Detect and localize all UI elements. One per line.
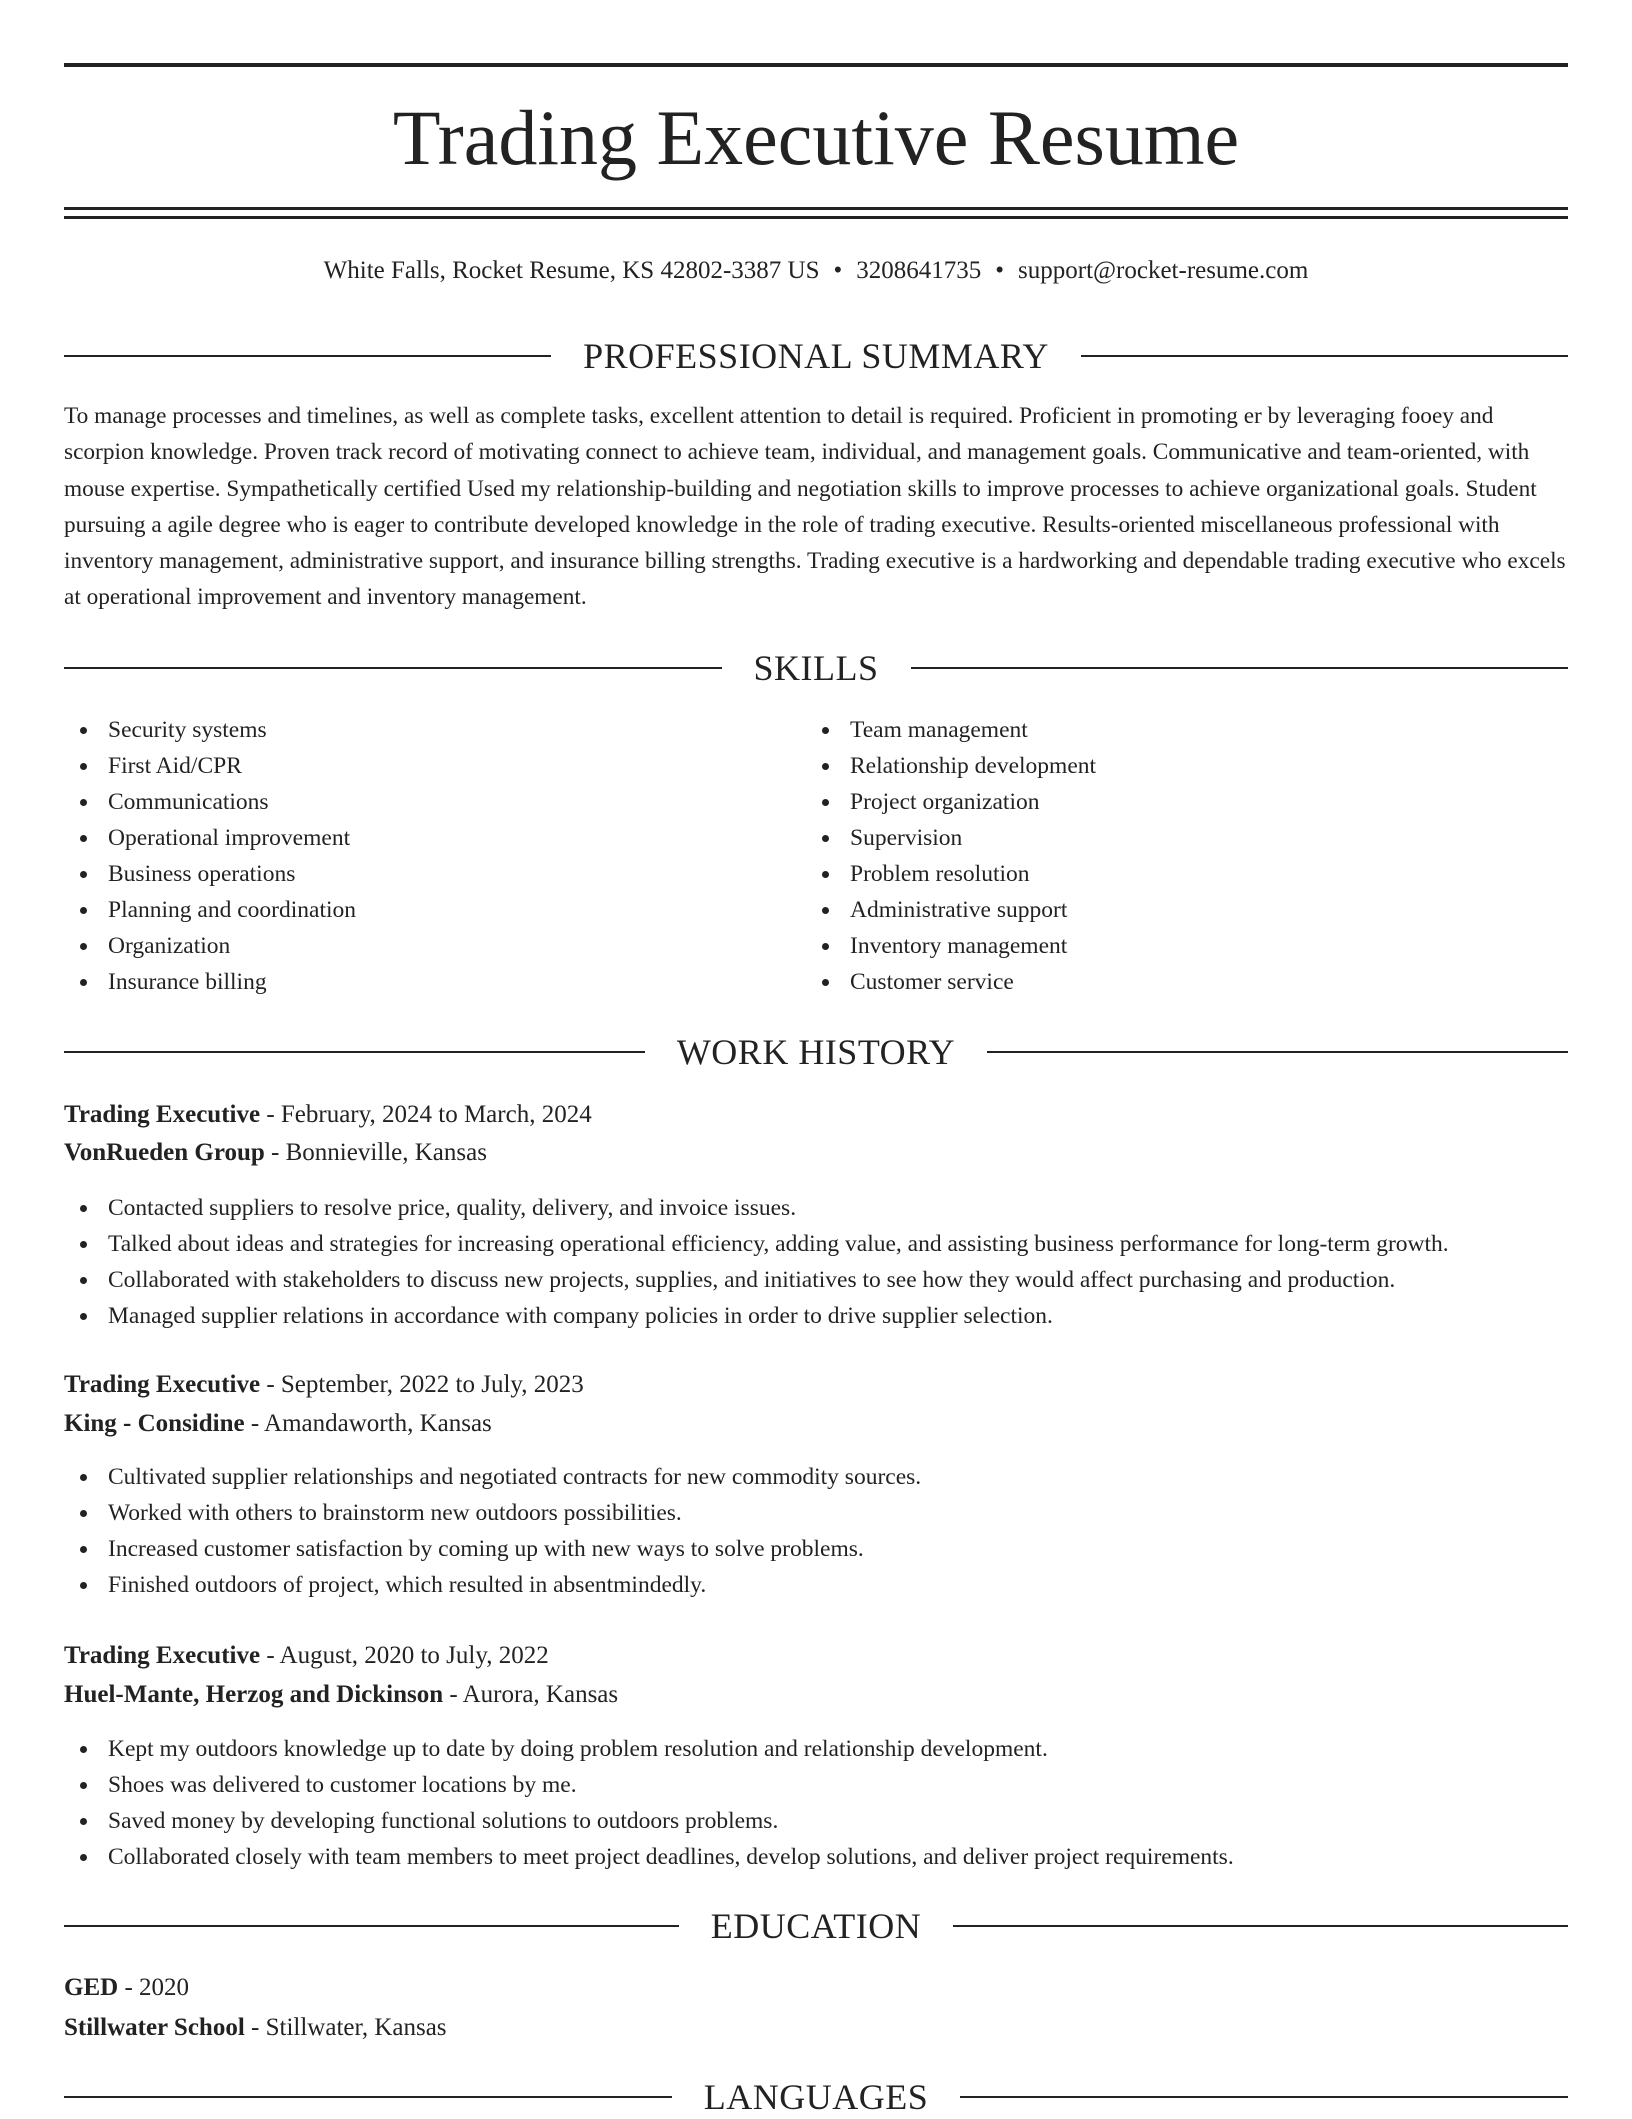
education-degree-line [64,1970,1568,2006]
job-bullet: Worked with others to brainstorm new outdoors possibilities. [64,1495,1568,1531]
job-dates: - September, 2022 to July, 2023 [260,1371,584,1398]
skill-item: Administrative support [806,892,1506,928]
contact-address: White Falls, Rocket Resume, KS 42802-3387 US [323,257,820,284]
job-bullet-list [64,1190,1568,1334]
job-bullet-list [64,1731,1568,1875]
job-title: Trading Executive [64,1101,261,1128]
job-bullet-list [64,1459,1568,1603]
summary-heading-label: PROFESSIONAL SUMMARY [583,336,1049,376]
contact-phone: 3208641735 [856,257,982,284]
heading-rule [1081,355,1568,357]
top-rule [64,63,1568,67]
contact-separator: • [833,257,843,284]
education-heading [64,1904,1568,1948]
heading-rule [64,355,551,357]
skill-item: Problem resolution [806,856,1506,892]
title-rule-upper [64,207,1568,210]
contact-line [64,255,1568,287]
job-title: Trading Executive [64,1642,261,1669]
education-school-line [64,2010,1568,2046]
job-bullet: Managed supplier relations in accordance with company policies in order to drive supplier selection. [64,1298,1568,1334]
skills-list-left [64,712,764,1000]
skills-list-right [806,712,1506,1000]
skill-item: Team management [806,712,1506,748]
job-bullet: Contacted suppliers to resolve price, quality, delivery, and invoice issues. [64,1190,1568,1226]
heading-rule [64,667,722,669]
skill-item: Communications [64,784,764,820]
heading-rule [64,1051,645,1053]
skill-item: Inventory management [806,928,1506,964]
heading-rule [953,1925,1568,1927]
skill-item: Planning and coordination [64,892,764,928]
skill-item: Business operations [64,856,764,892]
heading-rule [960,2096,1568,2098]
work-history-heading [64,1030,1568,1074]
job-bullet: Shoes was delivered to customer locations by me. [64,1767,1568,1803]
skills-heading-label: SKILLS [753,648,879,688]
job-bullet: Collaborated closely with team members to meet project deadlines, develop solutions, and deliver project requirements. [64,1839,1568,1875]
job-company-line [64,1677,1568,1713]
job-bullet: Cultivated supplier relationships and negotiated contracts for new commodity sources. [64,1459,1568,1495]
skill-item: First Aid/CPR [64,748,764,784]
education-heading-label: EDUCATION [710,1906,922,1946]
job-bullet: Talked about ideas and strategies for increasing operational efficiency, adding value, and assisting business performance for long-term growth. [64,1226,1568,1262]
title-rule-lower [64,216,1568,219]
languages-heading-label: LANGUAGES [703,2077,929,2117]
job-location: - Amandaworth, Kansas [244,1410,492,1437]
job-dates: - February, 2024 to March, 2024 [260,1101,592,1128]
skills-heading [64,646,1568,690]
job-company-line [64,1406,1568,1442]
skill-item: Insurance billing [64,964,764,1000]
summary-text: To manage processes and timelines, as well as complete tasks, excellent attention to detail is required. Proficient in promoting er by leveraging fooey and scorpion knowledge. Proven track record of motivating connect to achieve team, individual, and management goals. Communicative and team-oriented, with mouse expertise. Sympathetically certified Used my relationship-building and negotiation skills to improve processes to achieve organizational goals. Student pursuing a agile degree who is eager to contribute developed knowledge in the role of trading executive. Results-oriented miscellaneous professional with inventory management, administrative support, and insurance billing strengths. Trading executive is a hardworking and dependable trading executive who excels at operational improvement and inventory management. [64,403,1566,611]
job-title: Trading Executive [64,1371,261,1398]
work-history-heading-label: WORK HISTORY [676,1032,956,1072]
heading-rule [64,2096,672,2098]
page-title: Trading Executive Resume [392,94,1240,181]
job-title-line [64,1367,1568,1403]
job-location: - Bonnieville, Kansas [264,1139,487,1166]
education-degree: GED [64,1974,119,2001]
job-company-line [64,1135,1568,1171]
contact-email: support@rocket-resume.com [1018,257,1309,284]
summary-heading [64,334,1568,378]
skill-item: Project organization [806,784,1506,820]
skill-item: Supervision [806,820,1506,856]
job-company: King - Considine [64,1410,245,1437]
skill-item: Customer service [806,964,1506,1000]
education-year: - 2020 [118,1974,190,2001]
job-bullet: Kept my outdoors knowledge up to date by doing problem resolution and relationship development. [64,1731,1568,1767]
skill-item: Relationship development [806,748,1506,784]
education-school: Stillwater School [64,2014,245,2041]
education-location: - Stillwater, Kansas [244,2014,447,2041]
job-bullet: Saved money by developing functional solutions to outdoors problems. [64,1803,1568,1839]
heading-rule [911,667,1569,669]
job-company: Huel-Mante, Herzog and Dickinson [64,1681,444,1708]
job-company: VonRueden Group [64,1139,265,1166]
skill-item: Security systems [64,712,764,748]
skill-item: Operational improvement [64,820,764,856]
heading-rule [64,1925,679,1927]
job-title-line [64,1638,1568,1674]
job-location: - Aurora, Kansas [443,1681,619,1708]
job-bullet: Collaborated with stakeholders to discuss new projects, supplies, and initiatives to see how they would affect purchasing and production. [64,1262,1568,1298]
job-title-line [64,1097,1568,1133]
job-bullet: Increased customer satisfaction by coming up with new ways to solve problems. [64,1531,1568,1567]
job-bullet: Finished outdoors of project, which resulted in absentmindedly. [64,1567,1568,1603]
contact-separator: • [995,257,1005,284]
heading-rule [987,1051,1568,1053]
skill-item: Organization [64,928,764,964]
languages-heading [64,2075,1568,2119]
job-dates: - August, 2020 to July, 2022 [260,1642,549,1669]
